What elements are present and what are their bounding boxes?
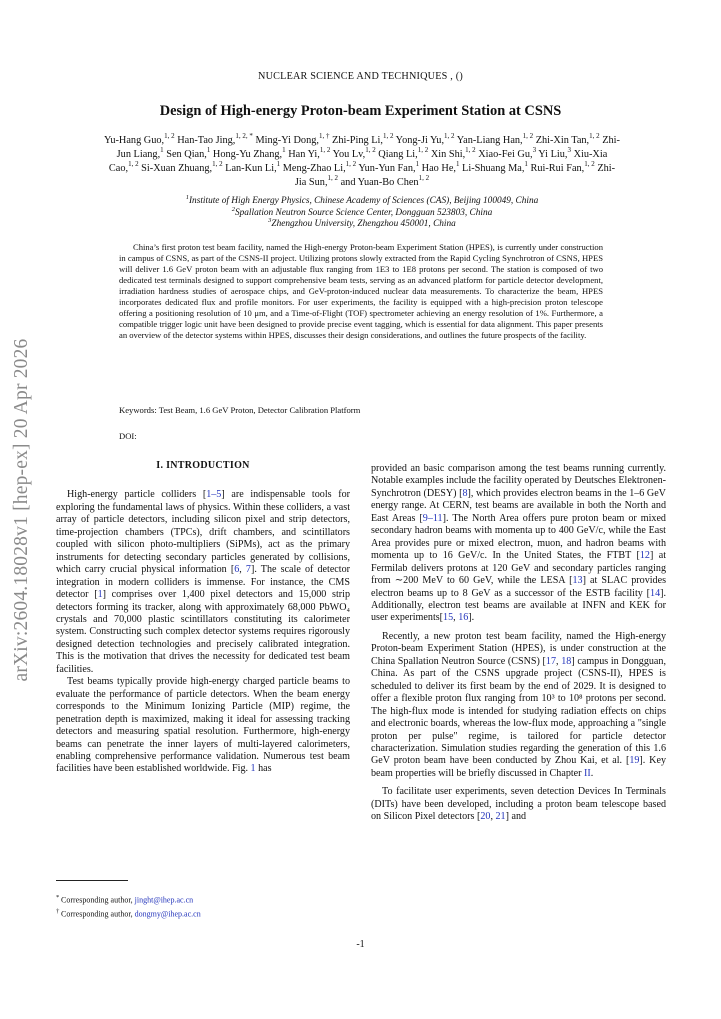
citation-link[interactable]: 7 (245, 564, 251, 576)
affiliation: $^2$Spallation Neutron Source Science Center, Dongguan 523803, China (231, 205, 493, 218)
author-name: Hong-Yu Zhang,$^1$ (212, 145, 286, 160)
citation-link[interactable]: 16 (458, 612, 469, 624)
footnote-rule (56, 880, 128, 881)
author-name: Zhi-Jun Liang,$^1$ (116, 135, 620, 160)
author-name: Zhi-Jia Sun,$^{1, 2}$ (294, 163, 616, 188)
author-affiliation-mark: 1, 2 (418, 173, 430, 182)
citation-link[interactable]: 14 (650, 587, 661, 599)
email-link[interactable]: jinght@ihep.ac.cn (134, 895, 194, 905)
citation-link[interactable]: 12 (639, 550, 650, 562)
author-affiliation-mark: 1 (455, 159, 460, 168)
footnotes (56, 892, 201, 919)
author-name: Sen Qian,$^1$ (166, 145, 211, 160)
affiliation-list (104, 193, 620, 231)
author-name: Qiang Li,$^{1, 2}$ (378, 145, 429, 160)
citation-link[interactable]: 1 (97, 589, 103, 601)
author-name: Hao He,$^1$ (421, 159, 460, 174)
citation-link[interactable]: 17 (545, 655, 556, 667)
author-affiliation-mark: 1, 2 (365, 145, 376, 154)
right-column-body (371, 463, 666, 824)
author-name: Yu-Hang Guo,$^{1, 2}$ (104, 131, 175, 146)
author-affiliation-mark: 1, 2 (465, 145, 476, 154)
author-list (104, 131, 620, 190)
arxiv-stamp-text: arXiv:2604.18028v1 [hep-ex] 20 Apr 2026 (11, 338, 32, 682)
author-name: Lan-Kun Li,$^1$ (225, 159, 281, 174)
author-affiliation-mark: 1 (206, 145, 211, 154)
abstract: China’s first proton test beam facility, named the High-energy Proton-beam Experiment Station (HPES), is currently under construction in campus of CSNS, as part of the CSNS-II project. Utilizing protons slowly extracted from the Rapid Cycling Synchrotron of CSNS, HPES will deliver 1.6 GeV proton beam with an adjustable flux ranging from 1E3 to 1E8 protons per second. The station is composed of two dedicated test terminals designed to support comprehensive beam tests, serving as an advanced platform for particle detector development, irradiation hardness studies of aerospace chips, and GeV-proton-induced nuclear data measurements. To characterize the beam, HPES incorporates dedicated flux and profile monitors. For user experiments, the facility is equipped with a high-precision proton telescope offering a positioning resolution of 10 μm, and a Time-of-Flight (TOF) spectrometer achieving an energy resolution of 1%. Furthermore, a compatible trigger logic unit have been designed to provide precise event tagging, which is essential for data alignment. This paper presents an overview of the detector systems within HPES, discusses their design considerations, and outlines the future prospects of the facility. (119, 242, 603, 341)
author-name: Yong-Ji Yu,$^{1, 2}$ (395, 131, 455, 146)
author-affiliation-mark: 1, 2, * (235, 131, 253, 140)
author-name: Xiu-Xia Cao,$^{1, 2}$ (108, 149, 608, 174)
page-number: -1 (356, 939, 365, 950)
footnote: † Corresponding author, dongmy@ihep.ac.cn (56, 907, 201, 919)
left-column-body (56, 489, 350, 775)
body-paragraph: Test beams typically provide high-energy charged particle beams to evaluate the performance of particle detectors. When the beam energy corresponds to the Minimum Ionizing Particle (MIP) regime, the penetration depth is maximized, making it ideal for assessing tracking detectors and measuring spatial resolution. Furthermore, high-energy beams can penetrate the inner layers of multi-layered calorimeters, enabling comprehensive performance validation. Numerous test beam facilities have been established worldwide. Fig. 1 has (56, 676, 350, 775)
citation-link[interactable]: 19 (629, 755, 640, 767)
author-affiliation-mark: 1, 2 (589, 131, 600, 140)
keywords: Keywords: Test Beam, 1.6 GeV Proton, Detector Calibration Platform (119, 405, 361, 415)
author-affiliation-mark: 1, 2 (522, 131, 534, 140)
author-name: You Lv,$^{1, 2}$ (332, 145, 376, 160)
citation-link[interactable]: II (584, 767, 591, 779)
author-name: Zhi-Xin Tan,$^{1, 2}$ (535, 131, 600, 146)
author-affiliation-mark: 1, 2 (164, 131, 175, 140)
author-affiliation-mark: 1, 2 (345, 159, 357, 168)
citation-link[interactable]: 6 (234, 564, 240, 576)
body-paragraph: To facilitate user experiments, seven detection Devices In Terminals (DITs) have been developed, including a proton beam telescope based on Silicon Pixel detectors [20, 21] and (371, 786, 666, 823)
body-paragraph: Recently, a new proton test beam facility, named the High-energy Proton-beam Experiment Station (HPES), is under construction at the China Spallation Neutron Source (CSNS) [17, 18] campus in Dongguan, China. As part of the CSNS upgrade project (CSNS-II), HPES is scheduled to deliver its first beam by the end of 2029. It is designed to offer a flexible proton flux ranging from 10³ to 10⁸ protons per second. The high-flux mode is intended for studying radiation effects on chips and electronic boards, whereas the low-flux mode, approaching a "single proton per pulse" regime, is tailored for particle detector characterization. Simulation studies regarding the generation of this 1.6 GeV proton beam have been conducted by Zhou Kai, et al. [19]. Key beam properties will be briefly discussed in Chapter II. (371, 630, 666, 779)
author-affiliation-mark: 1 (276, 159, 281, 168)
doi-line: DOI: (119, 431, 137, 441)
body-paragraph: provided an basic comparison among the test beams running currently. Notable examples include the facility operated by Deutsches Elektronen-Synchrotron (DESY) [8], which provides electron beams in the 1–6 GeV energy range. At CERN, test beams are available in both the North and East Areas [9–11]. The North Area offers pure proton beam or mixed secondary hadron beams with momenta up to 400 GeV/c, while the East Area provides pure or mixed electron, muon, and hadron beams with momenta up to 16 GeV/c. In the United States, the FTBT [12] at Fermilab delivers protons at 120 GeV and secondary particles ranging from ∼200 MeV to 60 GeV, while the LESA [13] at SLAC provides electron beams up to 8 GeV as a successor of the ESTB facility [14]. Additionally, electron test beams are available at INFN and KEK for user experiments[15, 16]. (371, 463, 667, 624)
citation-link[interactable]: 18 (561, 655, 572, 667)
author-name: Si-Xuan Zhuang,$^{1, 2}$ (141, 159, 223, 174)
author-affiliation-mark: 1, 2 (128, 159, 139, 168)
author-name: Xiao-Fei Gu,$^3$ (478, 145, 537, 160)
right-column (371, 463, 666, 824)
author-affiliation-mark: 1, 2 (319, 145, 331, 154)
author-affiliation-mark: 1, 2 (382, 131, 394, 140)
paper-title: Design of High-energy Proton-beam Experiment Station at CSNS (159, 103, 562, 119)
citation-link[interactable]: 20 (480, 811, 491, 823)
author-name: Han-Tao Jing,$^{1, 2, *}$ (177, 131, 253, 146)
author-name: Meng-Zhao Li,$^{1, 2}$ (282, 159, 357, 174)
footnote: * Corresponding author, jinght@ihep.ac.cn (56, 894, 194, 905)
author-affiliation-mark: 1, 2 (584, 159, 595, 168)
author-affiliation-mark: 1 (415, 159, 420, 168)
author-affiliation-mark: 1 (160, 145, 164, 154)
citation-link[interactable]: 8 (462, 487, 468, 499)
author-name: Yan-Liang Han,$^{1, 2}$ (456, 131, 534, 146)
author-affiliation-mark: 1 (524, 159, 528, 168)
author-affiliation-mark: 1, † (318, 131, 330, 140)
citation-link[interactable]: 1 (250, 763, 256, 775)
author-affiliation-mark: 3 (567, 145, 571, 154)
author-name: Yun-Yun Fan,$^1$ (358, 159, 420, 174)
arxiv-stamp (0, 0, 50, 1019)
affiliation: $^3$Zhengzhou University, Zhengzhou 450001, China (268, 216, 456, 229)
author-affiliation-mark: 1 (282, 145, 286, 154)
affiliation: $^1$Institute of High Energy Physics, Chinese Academy of Sciences (CAS), Beijing 100049, China (185, 193, 539, 206)
left-column (56, 454, 350, 776)
author-affiliation-mark: 3 (532, 145, 537, 154)
author-affiliation-mark: 1, 2 (327, 173, 339, 182)
author-name: Han Yi,$^{1, 2}$ (288, 145, 331, 160)
author-affiliation-mark: 1, 2 (444, 131, 455, 140)
author-name: Rui-Rui Fan,$^{1, 2}$ (530, 159, 595, 174)
journal-header: NUCLEAR SCIENCE AND TECHNIQUES , () (258, 71, 463, 82)
author-name: and Yuan-Bo Chen$^{1, 2}$ (340, 173, 430, 188)
citation-link[interactable]: 13 (572, 575, 583, 587)
author-affiliation-mark: 1, 2 (417, 145, 429, 154)
body-paragraph: High-energy particle colliders [1–5] are indispensable tools for exploring the fundamental laws of physics. Within these colliders, a vast array of particle detectors, including silicon pixel and strip detectors, time-projection chambers (TPCs), drift chambers, and scintillators coupled with silicon photo-multipliers (SiPMs), act as the primary instruments for detecting secondary particles generated by collisions, which carry crucial physical information [6, 7]. The scale of detector integration in modern colliders is immense. For instance, the CMS detector [1] comprises over 1,400 pixel detectors and 15,000 strip detectors forming its tracker, along with approximately 68,000 PbWO₄ crystals and 70,000 plastic scintillators constituting its calorimeter system. Constructing such complex detector systems requires rigorously designed detection technologies and precisely calibrated integration. This is the motivation that drives the necessity for dedicated test beam facilities. (56, 489, 350, 675)
author-name: Xin Shi,$^{1, 2}$ (430, 145, 476, 160)
citation-link[interactable]: 15 (443, 612, 454, 624)
author-name: Zhi-Ping Li,$^{1, 2}$ (332, 131, 394, 146)
citation-link[interactable]: 21 (495, 811, 506, 823)
section-heading: I. INTRODUCTION (156, 460, 250, 471)
citation-link[interactable]: 1–5 (206, 489, 222, 501)
author-name: Yi Liu,$^3$ (538, 145, 571, 160)
author-affiliation-mark: 1, 2 (212, 159, 223, 168)
email-link[interactable]: dongmy@ihep.ac.cn (134, 909, 201, 919)
author-name: Ming-Yi Dong,$^{1, \dagger}$ (255, 131, 330, 146)
citation-link[interactable]: 9–11 (422, 512, 443, 524)
author-name: Li-Shuang Ma,$^1$ (462, 159, 528, 174)
